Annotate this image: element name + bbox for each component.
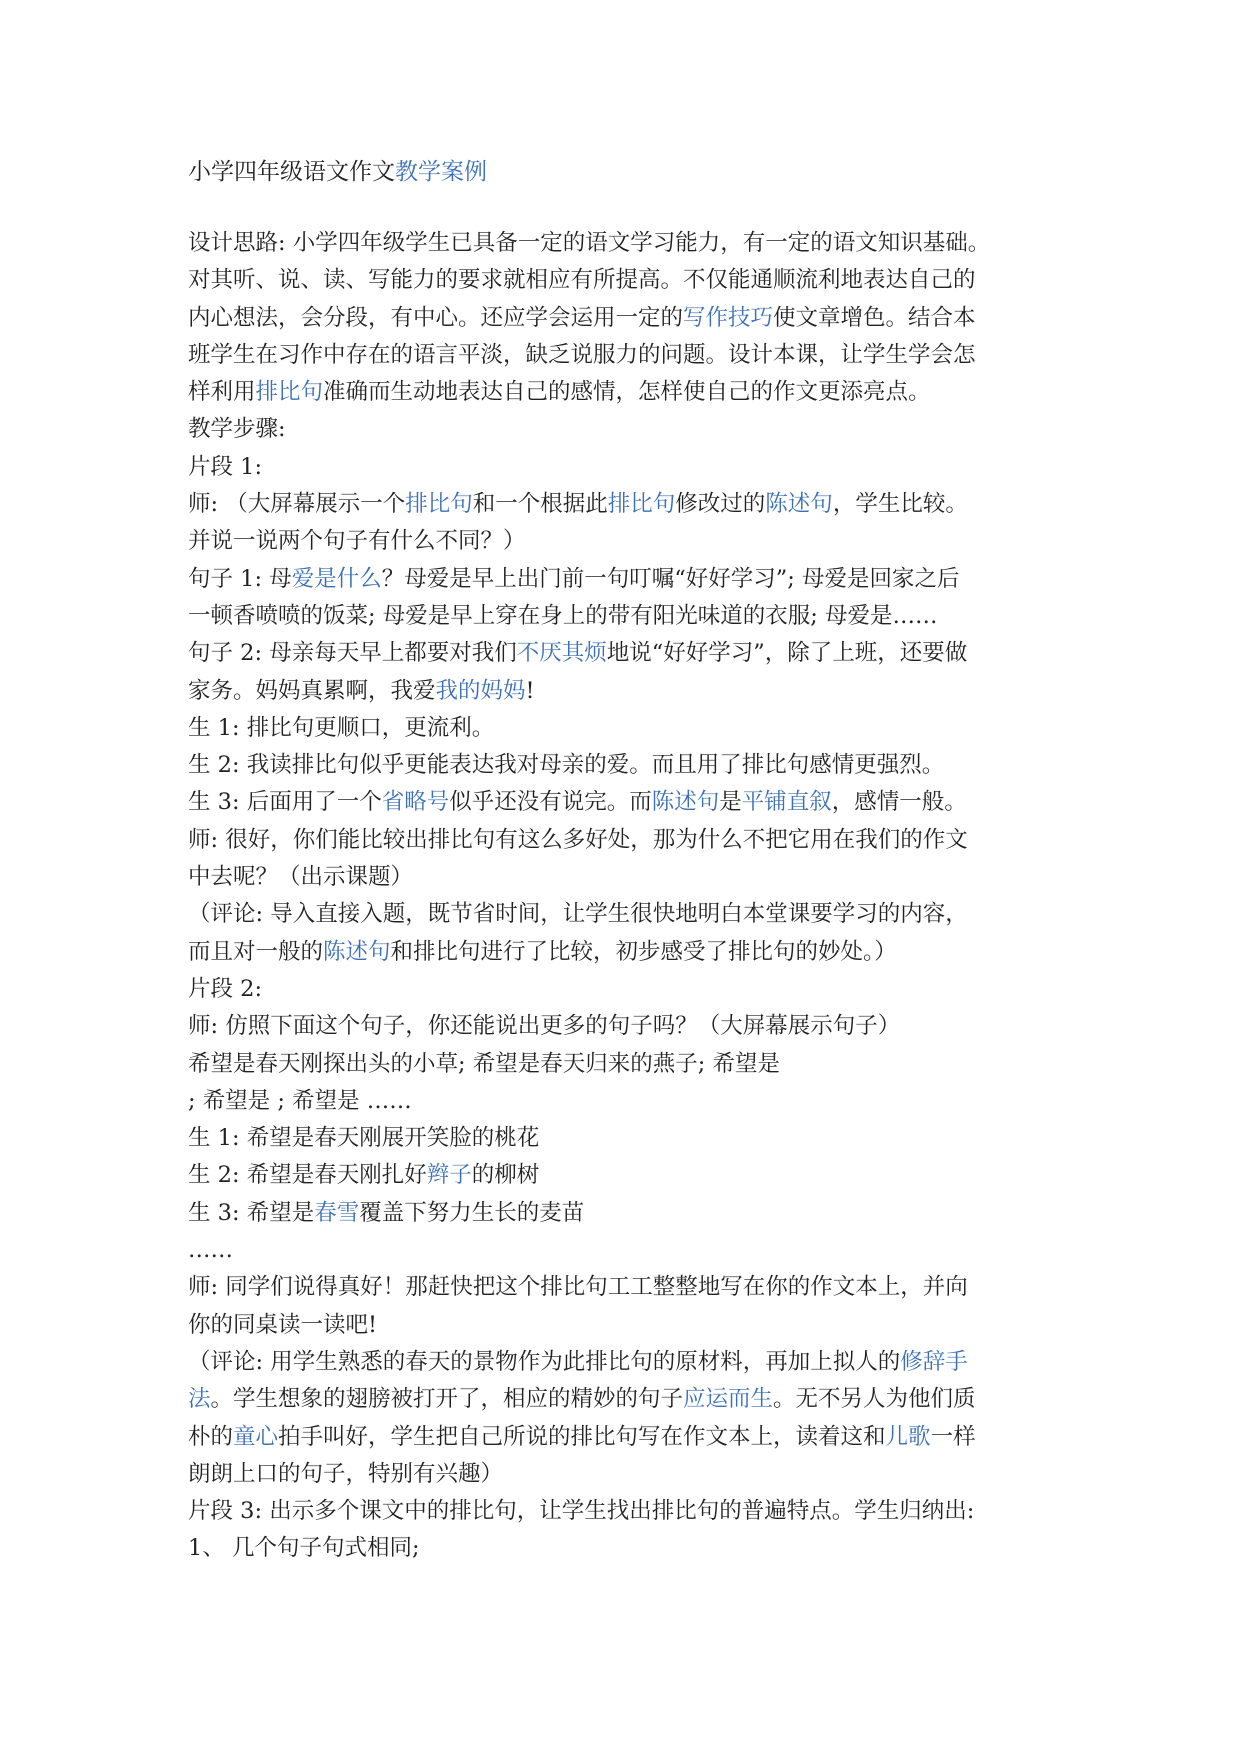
text-run: 师: （大屏幕展示一个 (188, 491, 406, 518)
text-line (188, 784, 1068, 821)
text-run: ! (525, 677, 535, 704)
keyword-link[interactable]: 写作技巧 (683, 304, 774, 331)
text-run: 生 2: 我读排比句似乎更能表达我对母亲的爱。而且用了排比句感情更强烈。 (188, 752, 945, 779)
text-run: 片段 2: (188, 975, 263, 1002)
text-run: 。学生想象的翅膀被打开了，相应的精妙的句子 (210, 1386, 684, 1413)
text-run: 和排比句进行了比较，初步感受了排比句的妙处。） (390, 938, 897, 965)
text-run: 师: 同学们说得真好！那赶快把这个排比句工工整整地写在你的作文本上，并向 (188, 1274, 968, 1301)
text-line (188, 1530, 1068, 1567)
text-run: 句子 2: 母亲每天早上都要对我们 (188, 640, 517, 667)
text-run: 教学步骤: (188, 416, 286, 443)
keyword-link[interactable]: 爱是什么 (291, 565, 382, 592)
text-line (188, 300, 1068, 337)
text-line (188, 411, 1068, 448)
text-run: 句子 1: 母 (188, 565, 292, 592)
text-run: 对其听、说、读、写能力的要求就相应有所提高。不仅能通顺流利地表达自己的 (188, 267, 976, 294)
text-run: ，感情一般。 (831, 789, 967, 816)
text-run: 并说一说两个句子有什么不同？） (188, 528, 526, 555)
text-run: 是 (719, 789, 742, 816)
keyword-link[interactable]: 教学案例 (395, 159, 487, 185)
text-run: ; 希望是 ; 希望是 …… (188, 1087, 412, 1114)
keyword-link[interactable]: 排比句 (255, 379, 324, 406)
text-run: 而且对一般的 (188, 938, 324, 965)
text-run: 生 3: 后面用了一个 (188, 789, 382, 816)
text-line (188, 561, 1068, 598)
text-line (188, 1493, 1068, 1530)
text-run: 希望是春天刚探出头的小草; 希望是春天归来的燕子; 希望是 (188, 1050, 780, 1077)
text-run: 师: 很好，你们能比较出排比句有这么多好处，那为什么不把它用在我们的作文 (188, 826, 968, 853)
text-run: 拍手叫好，学生把自己所说的排比句写在作文本上，读着这和 (278, 1423, 886, 1450)
text-run: 片段 3: 出示多个课文中的排比句，让学生找出排比句的普遍特点。学生归纳出: (188, 1498, 975, 1525)
text-line (188, 673, 1068, 710)
text-line (188, 1120, 1068, 1157)
keyword-link[interactable]: 我的妈妈 (435, 677, 526, 704)
text-run: 覆盖下努力生长的麦苗 (359, 1199, 585, 1226)
document-title (188, 154, 487, 190)
text-run: ，学生比较。 (832, 491, 968, 518)
keyword-link[interactable]: 春雪 (314, 1199, 360, 1226)
keyword-link[interactable]: 儿歌 (885, 1423, 931, 1450)
text-run: 班学生在习作中存在的语言平淡，缺乏说服力的问题。设计本课，让学生学会怎 (188, 341, 976, 368)
text-run: 朴的 (188, 1423, 234, 1450)
text-run: 的柳树 (471, 1162, 540, 1189)
text-line (188, 523, 1068, 560)
text-line (188, 710, 1068, 747)
text-line (188, 1008, 1068, 1045)
text-line (188, 486, 1068, 523)
keyword-link[interactable]: 排比句 (405, 491, 473, 518)
text-line (188, 747, 1068, 784)
text-run: 片段 1: (188, 453, 263, 480)
text-line (188, 1157, 1068, 1194)
text-run: 使文章增色。结合本 (773, 304, 976, 331)
keyword-link[interactable]: 平铺直叙 (741, 789, 832, 816)
text-line (188, 1456, 1068, 1493)
document-body (188, 225, 1068, 1568)
text-run: 师: 仿照下面这个句子，你还能说出更多的句子吗？（大屏幕展示句子） (188, 1013, 901, 1040)
text-line (188, 374, 1068, 411)
text-line (188, 896, 1068, 933)
text-run: 家务。妈妈真累啊，我爱 (188, 677, 436, 704)
text-line (188, 337, 1068, 374)
keyword-link[interactable]: 童心 (233, 1423, 279, 1450)
text-run: 生 1: 排比句更顺口，更流利。 (188, 714, 495, 741)
text-run: 一顿香喷喷的饭菜; 母爱是早上穿在身上的带有阳光味道的衣服; 母爱是…… (188, 602, 938, 629)
text-line (188, 225, 1068, 262)
keyword-link[interactable]: 修辞手 (900, 1348, 968, 1375)
text-line (188, 635, 1068, 672)
text-run: 地说“好好学习”，除了上班，还要做 (606, 640, 968, 667)
keyword-link[interactable]: 陈述句 (323, 938, 391, 965)
text-run: 你的同桌读一读吧! (188, 1311, 378, 1338)
text-run: 生 1: 希望是春天刚展开笑脸的桃花 (188, 1125, 540, 1152)
text-line (188, 262, 1068, 299)
text-run: （评论: 用学生熟悉的春天的景物作为此排比句的原材料，再加上拟人的 (188, 1348, 901, 1375)
text-line (188, 1344, 1068, 1381)
text-line (188, 971, 1068, 1008)
text-line (188, 1083, 1068, 1120)
text-line (188, 859, 1068, 896)
keyword-link[interactable]: 陈述句 (651, 789, 720, 816)
text-run: 生 3: 希望是 (188, 1199, 315, 1226)
text-line (188, 1232, 1068, 1269)
text-run: 中去呢？（出示课题） (188, 864, 414, 891)
keyword-link[interactable]: 排比句 (607, 491, 676, 518)
keyword-link[interactable]: 法 (188, 1386, 211, 1413)
text-line (188, 1307, 1068, 1344)
text-run: 朗朗上口的句子，特别有兴趣） (188, 1460, 504, 1487)
text-line (188, 449, 1068, 486)
text-line (188, 1195, 1068, 1232)
text-run: 小学四年级语文作文 (188, 159, 395, 185)
text-line (188, 822, 1068, 859)
text-run: 准确而生动地表达自己的感情，怎样使自己的作文更添亮点。 (323, 379, 931, 406)
text-run: 一样 (930, 1423, 976, 1450)
keyword-link[interactable]: 应运而生 (683, 1386, 774, 1413)
text-run: ？母爱是早上出门前一句叮嘱“好好学习”; 母爱是回家之后 (381, 565, 960, 592)
text-run: （评论: 导入直接入题，既节省时间，让学生很快地明白本堂课要学习的内容， (188, 901, 968, 928)
keyword-link[interactable]: 省略号 (381, 789, 450, 816)
text-run: 似乎还没有说完。而 (449, 789, 652, 816)
keyword-link[interactable]: 不厌其烦 (516, 640, 607, 667)
text-line (188, 1381, 1068, 1418)
text-run: 内心想法，会分段，有中心。还应学会运用一定的 (188, 304, 684, 331)
text-run: 和一个根据此 (472, 491, 608, 518)
text-run: 生 2: 希望是春天刚扎好 (188, 1162, 427, 1189)
text-run: 1、 几个句子句式相同; (188, 1535, 420, 1562)
keyword-link[interactable]: 陈述句 (765, 491, 833, 518)
text-run: 样利用 (188, 379, 256, 406)
text-line (188, 934, 1068, 971)
text-line (188, 598, 1068, 635)
text-run: …… (188, 1237, 233, 1264)
text-run: 。无不另人为他们质 (773, 1386, 976, 1413)
text-run: 修改过的 (675, 491, 766, 518)
text-run: 设计思路: 小学四年级学生已具备一定的语文学习能力，有一定的语文知识基础。 (188, 230, 991, 256)
text-line (188, 1046, 1068, 1083)
text-line (188, 1269, 1068, 1306)
text-line (188, 1419, 1068, 1456)
keyword-link[interactable]: 辫子 (426, 1162, 472, 1189)
